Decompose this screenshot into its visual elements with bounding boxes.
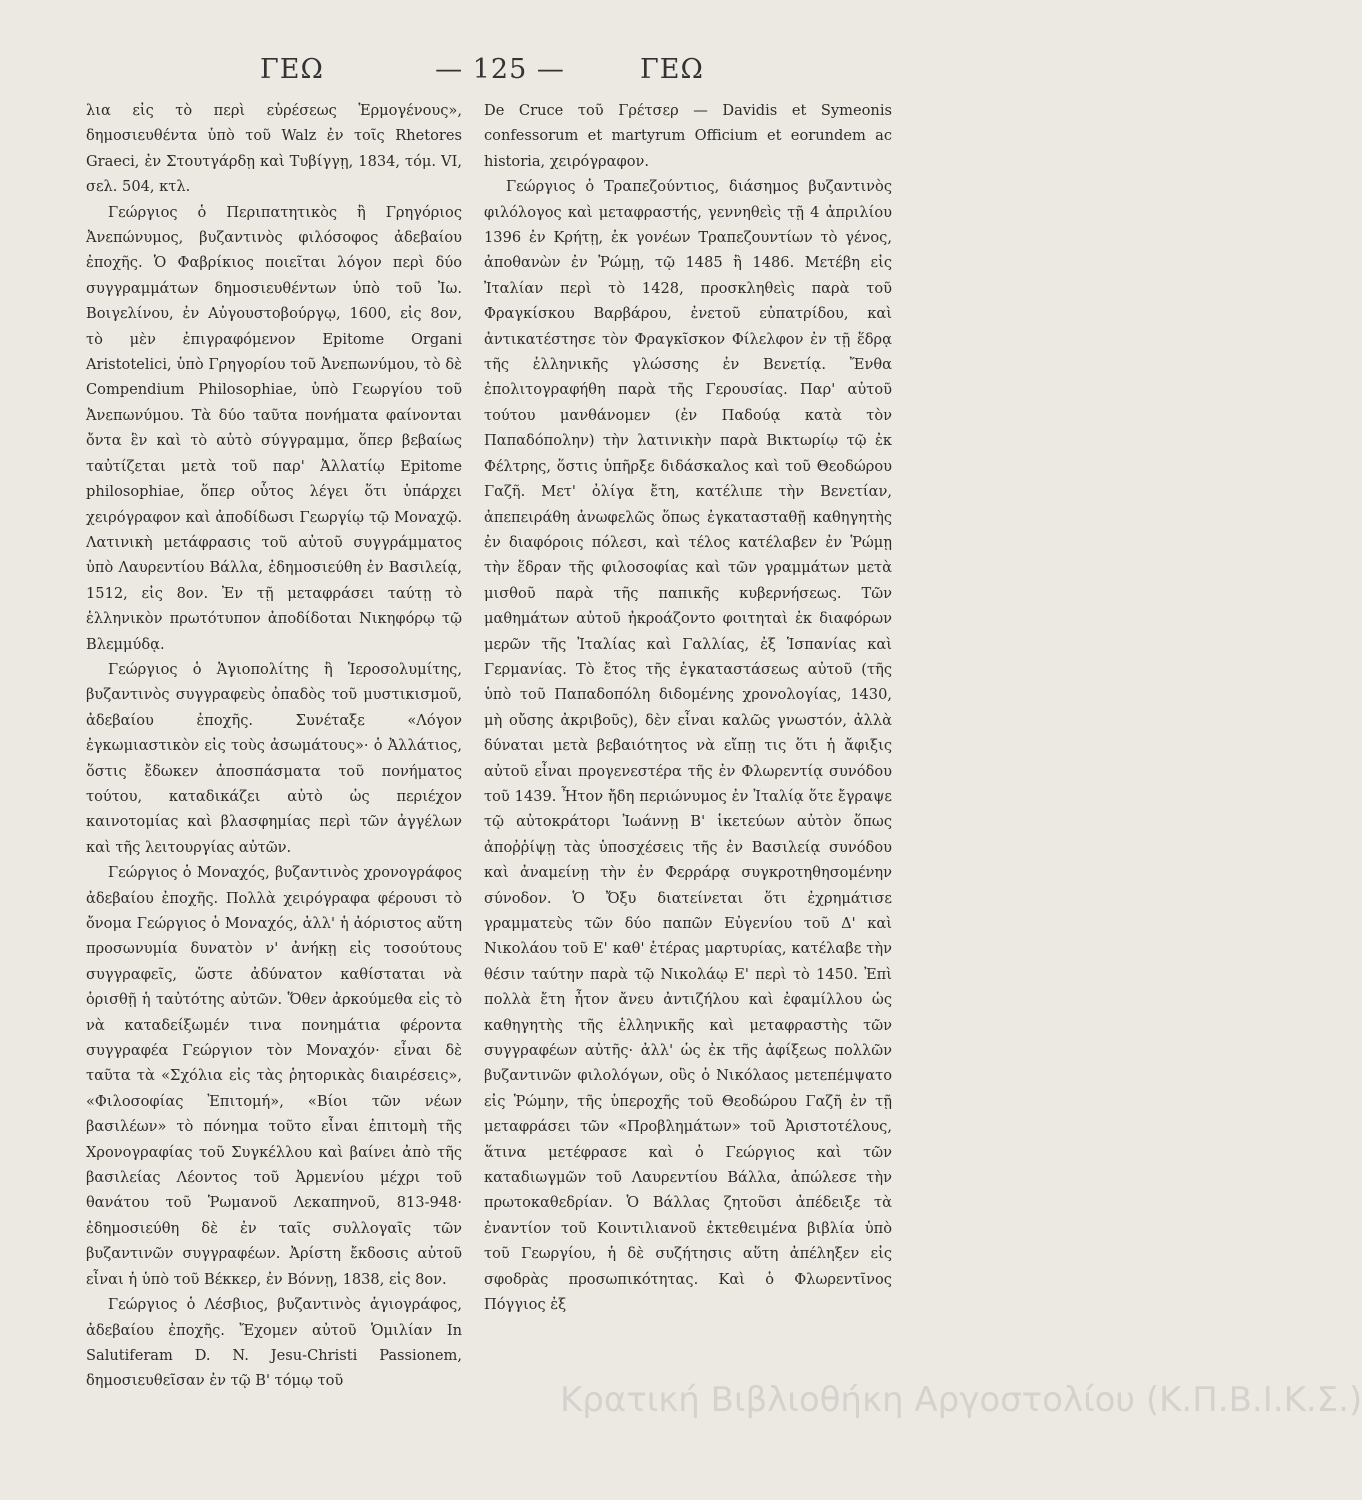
paragraph: Γεώργιος ὁ Ἁγιοπολίτης ἢ Ἱεροσολυμίτης, βυζαντινὸς συγγραφεὺς ὀπαδὸς τοῦ μυστικισμοῦ, ἀδεβαίου ἐποχῆς. Συνέταξε «Λόγον ἐγκωμιαστικὸν εἰς τοὺς ἀσωμάτους»· ὁ Ἀλλάτιος, ὅστις ἔδωκεν ἀποσπάσματα τοῦ πονήματος τούτου, καταδικάζει αὐτὸ ὡς περιέχον καινοτομίας καὶ βλασφημίας περὶ τῶν ἀγγέλων καὶ τῆς λειτουργίας αὐτῶν.	[86, 660, 462, 856]
paragraph: Γεώργιος ὁ Μοναχός, βυζαντινὸς χρονογράφος ἀδεβαίου ἐποχῆς. Πολλὰ χειρόγραφα φέρουσι τὸ ὄνομα Γεώργιος ὁ Μοναχός, ἀλλ' ἡ ἀόριστος αὕτη προσωνυμία δυνατὸν ν' ἀνήκῃ εἰς τοσούτους συγγραφεῖς, ὥστε ἀδύνατον καθίσταται νὰ ὁρισθῇ ἡ ταὐτότης αὐτῶν. Ὅθεν ἀρκούμεθα εἰς τὸ νὰ καταδείξωμέν τινα πονημάτια φέροντα συγγραφέα Γεώργιον τὸν Μοναχόν· εἶναι δὲ ταῦτα τὰ «Σχόλια εἰς τὰς ῥητορικὰς διαιρέσεις», «Φιλοσοφίας Ἐπιτομή», «Βίοι τῶν νέων βασιλέων» τὸ πόνημα τοῦτο εἶναι ἐπιτομὴ τῆς Χρονογραφίας τοῦ Συγκέλλου καὶ βαίνει ἀπὸ τῆς βασιλείας Λέοντος τοῦ Ἀρμενίου μέχρι τοῦ θανάτου τοῦ Ῥωμανοῦ Λεκαπηνοῦ, 813-948· ἐδημοσιεύθη δὲ ἐν ταῖς συλλογαῖς τῶν βυζαντινῶν συγγραφέων. Ἀρίστη ἔκδοσις αὐτοῦ εἶναι ἡ ὑπὸ τοῦ Βέκκερ, ἐν Βόννῃ, 1838, εἰς 8ον.	[86, 864, 462, 1288]
header-left-running-title: ΓΕΩ	[260, 54, 324, 85]
left-text-column	[86, 98, 462, 1394]
paragraph: De Cruce τοῦ Γρέτσερ — Davidis et Symeonis confessorum et martyrum Officium et eorundem ac historia, χειρόγραφον.	[484, 102, 892, 170]
paragraph: Γεώργιος ὁ Τραπεζούντιος, διάσημος βυζαντινὸς φιλόλογος καὶ μεταφραστής, γεννηθεὶς τῇ 4 ἀπριλίου 1396 ἐν Κρήτῃ, ἐκ γονέων Τραπεζουντίων τὸ γένος, ἀποθανὼν ἐν Ῥώμῃ, τῷ 1485 ἢ 1486. Μετέβη εἰς Ἰταλίαν περὶ τὸ 1428, προσκληθεὶς παρὰ τοῦ Φραγκίσκου Βαρβάρου, ἐνετοῦ εὐπατρίδου, καὶ ἀντικατέστησε τὸν Φραγκῖσκον Φίλελφον ἐν τῇ ἕδρᾳ τῆς ἑλληνικῆς γλώσσης ἐν Βενετίᾳ. Ἔνθα ἐπολιτογραφήθη παρὰ τῆς Γερουσίας. Παρ' αὐτοῦ τούτου μανθάνομεν (ἐν Παδούᾳ κατὰ τὸν Παπαδόπολην) τὴν λατινικὴν παρὰ Βικτωρίῳ τῷ ἐκ Φέλτρης, ὅστις ὑπῆρξε διδάσκαλος καὶ τοῦ Θεοδώρου Γαζῆ. Μετ' ὀλίγα ἔτη, κατέλιπε τὴν Βενετίαν, ἀπεπειράθη ἀνωφελῶς ὅπως ἐγκατασταθῇ καθηγητὴς ἐν διαφόροις πόλεσι, καὶ τέλος κατέλαβεν ἐν Ῥώμῃ τὴν ἕδραν τῆς φιλοσοφίας καὶ τῶν γραμμάτων μετὰ μισθοῦ παρὰ τῆς παπικῆς κυβερνήσεως. Τῶν μαθημάτων αὐτοῦ ἠκροάζοντο φοιτηταὶ ἐκ διαφόρων μερῶν τῆς Ἰταλίας καὶ Γαλλίας, ἐξ Ἱσπανίας καὶ Γερμανίας. Τὸ ἔτος τῆς ἐγκαταστάσεως αὐτοῦ (τῆς ὑπὸ τοῦ Παπαδοπόλη διδομένης χρονολογίας, 1430, μὴ οὔσης ἀκριβοῦς), δὲν εἶναι καλῶς γνωστόν, ἀλλὰ δύναται μετὰ βεβαιότητος νὰ εἴπῃ τις ὅτι ἡ ἄφιξις αὐτοῦ εἶναι προγενεστέρα τῆς ἐν Φλωρεντίᾳ συνόδου τοῦ 1439. Ἦτον ἤδη περιώνυμος ἐν Ἰταλίᾳ ὅτε ἔγραψε τῷ αὐτοκράτορι Ἰωάννῃ Β' ἱκετεύων αὐτὸν ὅπως ἀποῤῥίψῃ τὰς ὑποσχέσεις τῆς ἐν Βασιλείᾳ συνόδου καὶ ἀναμείνῃ τὴν ἐν Φερράρᾳ συγκροτηθησομένην σύνοδον. Ὁ Ὄξυ διατείνεται ὅτι ἐχρημάτισε γραμματεὺς τῶν δύο παπῶν Εὐγενίου τοῦ Δ' καὶ Νικολάου τοῦ Ε' καθ' ἑτέρας μαρτυρίας, κατέλαβε τὴν θέσιν ταύτην παρὰ τῷ Νικολάῳ Ε' περὶ τὸ 1450. Ἐπὶ πολλὰ ἔτη ἦτον ἄνευ ἀντιζήλου καὶ ἐφαμίλλου ὡς καθηγητὴς τῆς ἑλληνικῆς καὶ μεταφραστὴς τῶν συγγραφέων αὐτῆς· ἀλλ' ὡς ἐκ τῆς ἀφίξεως πολλῶν βυζαντινῶν φιλολόγων, οὓς ὁ Νικόλαος μετεπέμψατο εἰς Ῥώμην, τῆς ὑπεροχῆς τοῦ Θεοδώρου Γαζῆ ἐν τῇ μεταφράσει τῶν «Προβλημάτων» τοῦ Ἀριστοτέλους, ἅτινα μετέφρασε καὶ ὁ Γεώργιος καὶ τῶν καταδιωγμῶν τοῦ Λαυρεντίου Βάλλα, ἀπώλεσε τὴν πρωτοκαθεδρίαν. Ὁ Βάλλας ζητοῦσι ἀπέδειξε τὰ ἐναντίον τοῦ Κοιντιλιανοῦ ἐκτεθειμένα βιβλία ὑπὸ τοῦ Γεωργίου, ἡ δὲ συζήτησις αὕτη ἀπέληξεν εἰς σφοδρὰς προσωπικότητας. Καὶ ὁ Φλωρεντῖνος Πόγγιος ἐξ	[484, 178, 892, 1314]
right-text-column	[484, 98, 892, 1318]
paragraph: Γεώργιος ὁ Περιπατητικὸς ἢ Γρηγόριος Ἀνεπώνυμος, βυζαντινὸς φιλόσοφος ἀδεβαίου ἐποχῆς. Ὁ Φαβρίκιος ποιεῖται λόγον περὶ δύο συγγραμμάτων δημοσιευθέντων ὑπὸ τοῦ Ἰω. Βοιγελίνου, ἐν Αὐγουστοβούργῳ, 1600, εἰς 8ον, τὸ μὲν ἐπιγραφόμενον Epitome Organi Aristotelici, ὑπὸ Γρηγορίου τοῦ Ἀνεπωνύμου, τὸ δὲ Compendium Philosophiae, ὑπὸ Γεωργίου τοῦ Ἀνεπωνύμου. Τὰ δύο ταῦτα πονήματα φαίνονται ὄντα ἓν καὶ τὸ αὐτὸ σύγγραμμα, ὅπερ βεβαίως ταὐτίζεται μετὰ τοῦ παρ' Ἀλλατίῳ Epitome philosophiae, ὅπερ οὗτος λέγει ὅτι ὑπάρχει χειρόγραφον καὶ ἀποδίδωσι Γεωργίῳ τῷ Μοναχῷ. Λατινικὴ μετάφρασις τοῦ αὐτοῦ συγγράμματος ὑπὸ Λαυρεντίου Βάλλα, ἐδημοσιεύθη ἐν Βασιλείᾳ, 1512, εἰς 8ον. Ἐν τῇ μεταφράσει ταύτῃ τὸ ἑλληνικὸν πρωτότυπον ἀποδίδοται Νικηφόρῳ τῷ Βλεμμύδᾳ.	[86, 203, 462, 653]
paragraph: Γεώργιος ὁ Λέσβιος, βυζαντινὸς ἁγιογράφος, ἀδεβαίου ἐποχῆς. Ἔχομεν αὐτοῦ Ὁμιλίαν In Salutiferam D. N. Jesu-Christi Passionem, δημοσιευθεῖσαν ἐν τῷ Β' τόμῳ τοῦ	[86, 1296, 462, 1390]
page-number: — 125 —	[435, 54, 565, 85]
paragraph: λια εἰς τὸ περὶ εὑρέσεως Ἑρμογένους», δημοσιευθέντα ὑπὸ τοῦ Walz ἐν τοῖς Rhetores Graeci, ἐν Στουτγάρδῃ καὶ Τυβίγγῃ, 1834, τόμ. VI, σελ. 504, κτλ.	[86, 102, 462, 196]
header-right-running-title: ΓΕΩ	[640, 54, 704, 85]
library-watermark: Κρατική Βιβλιοθήκη Αργοστολίου (Κ.Π.Β.Ι.Κ.Σ.)	[560, 1380, 1362, 1420]
page-header	[80, 54, 911, 94]
